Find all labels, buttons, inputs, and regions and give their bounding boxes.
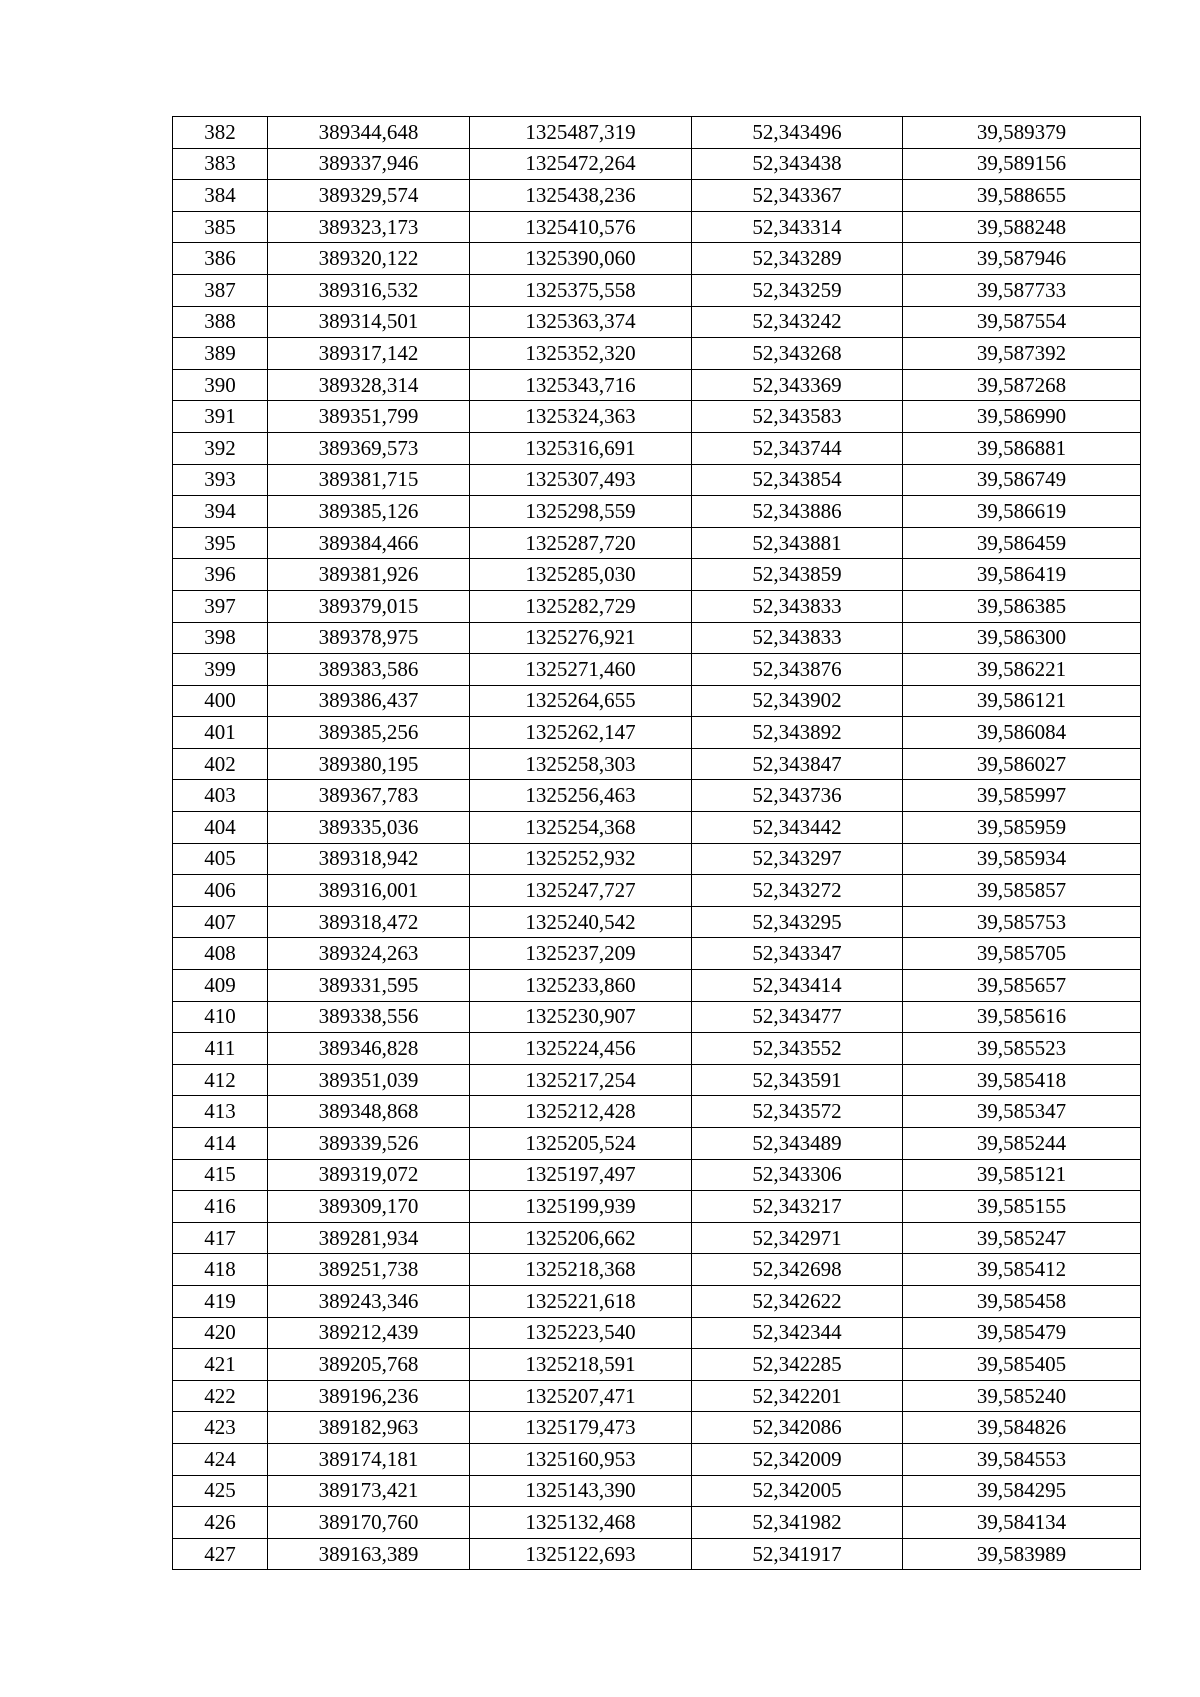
latitude-cell: 52,341982 <box>692 1507 903 1539</box>
latitude-cell: 52,342005 <box>692 1475 903 1507</box>
point-number-cell: 392 <box>173 432 268 464</box>
y-coordinate-cell: 1325237,209 <box>470 938 692 970</box>
latitude-cell: 52,343295 <box>692 906 903 938</box>
point-number-cell: 415 <box>173 1159 268 1191</box>
y-coordinate-cell: 1325352,320 <box>470 338 692 370</box>
table-row <box>173 1191 1141 1223</box>
latitude-cell: 52,343217 <box>692 1191 903 1223</box>
latitude-cell: 52,343833 <box>692 622 903 654</box>
x-coordinate-cell: 389346,828 <box>268 1033 470 1065</box>
x-coordinate-cell: 389170,760 <box>268 1507 470 1539</box>
point-number-cell: 391 <box>173 401 268 433</box>
y-coordinate-cell: 1325230,907 <box>470 1001 692 1033</box>
point-number-cell: 416 <box>173 1191 268 1223</box>
x-coordinate-cell: 389251,738 <box>268 1254 470 1286</box>
x-coordinate-cell: 389318,942 <box>268 843 470 875</box>
point-number-cell: 407 <box>173 906 268 938</box>
y-coordinate-cell: 1325264,655 <box>470 685 692 717</box>
point-number-cell: 388 <box>173 306 268 338</box>
point-number-cell: 418 <box>173 1254 268 1286</box>
x-coordinate-cell: 389182,963 <box>268 1412 470 1444</box>
longitude-cell: 39,585155 <box>903 1191 1141 1223</box>
y-coordinate-cell: 1325287,720 <box>470 527 692 559</box>
table-row <box>173 780 1141 812</box>
table-row <box>173 432 1141 464</box>
longitude-cell: 39,585458 <box>903 1285 1141 1317</box>
longitude-cell: 39,585657 <box>903 970 1141 1002</box>
latitude-cell: 52,343489 <box>692 1128 903 1160</box>
x-coordinate-cell: 389323,173 <box>268 211 470 243</box>
table-row <box>173 527 1141 559</box>
table-row <box>173 622 1141 654</box>
point-number-cell: 412 <box>173 1064 268 1096</box>
longitude-cell: 39,586221 <box>903 654 1141 686</box>
longitude-cell: 39,586881 <box>903 432 1141 464</box>
longitude-cell: 39,585616 <box>903 1001 1141 1033</box>
y-coordinate-cell: 1325307,493 <box>470 464 692 496</box>
longitude-cell: 39,589379 <box>903 117 1141 149</box>
x-coordinate-cell: 389196,236 <box>268 1380 470 1412</box>
x-coordinate-cell: 389163,389 <box>268 1538 470 1570</box>
y-coordinate-cell: 1325143,390 <box>470 1475 692 1507</box>
point-number-cell: 420 <box>173 1317 268 1349</box>
latitude-cell: 52,343347 <box>692 938 903 970</box>
x-coordinate-cell: 389384,466 <box>268 527 470 559</box>
table-row <box>173 1412 1141 1444</box>
table-row <box>173 274 1141 306</box>
y-coordinate-cell: 1325122,693 <box>470 1538 692 1570</box>
y-coordinate-cell: 1325217,254 <box>470 1064 692 1096</box>
latitude-cell: 52,343289 <box>692 243 903 275</box>
longitude-cell: 39,585247 <box>903 1222 1141 1254</box>
y-coordinate-cell: 1325160,953 <box>470 1443 692 1475</box>
table-row <box>173 717 1141 749</box>
longitude-cell: 39,584295 <box>903 1475 1141 1507</box>
latitude-cell: 52,343272 <box>692 875 903 907</box>
latitude-cell: 52,343314 <box>692 211 903 243</box>
x-coordinate-cell: 389385,256 <box>268 717 470 749</box>
y-coordinate-cell: 1325298,559 <box>470 496 692 528</box>
point-number-cell: 406 <box>173 875 268 907</box>
x-coordinate-cell: 389335,036 <box>268 812 470 844</box>
x-coordinate-cell: 389205,768 <box>268 1349 470 1381</box>
x-coordinate-cell: 389281,934 <box>268 1222 470 1254</box>
x-coordinate-cell: 389314,501 <box>268 306 470 338</box>
longitude-cell: 39,586619 <box>903 496 1141 528</box>
point-number-cell: 385 <box>173 211 268 243</box>
y-coordinate-cell: 1325390,060 <box>470 243 692 275</box>
longitude-cell: 39,585418 <box>903 1064 1141 1096</box>
point-number-cell: 424 <box>173 1443 268 1475</box>
x-coordinate-cell: 389378,975 <box>268 622 470 654</box>
longitude-cell: 39,585121 <box>903 1159 1141 1191</box>
point-number-cell: 396 <box>173 559 268 591</box>
latitude-cell: 52,343744 <box>692 432 903 464</box>
latitude-cell: 52,343268 <box>692 338 903 370</box>
longitude-cell: 39,586419 <box>903 559 1141 591</box>
x-coordinate-cell: 389243,346 <box>268 1285 470 1317</box>
point-number-cell: 427 <box>173 1538 268 1570</box>
point-number-cell: 409 <box>173 970 268 1002</box>
latitude-cell: 52,343583 <box>692 401 903 433</box>
point-number-cell: 390 <box>173 369 268 401</box>
x-coordinate-cell: 389173,421 <box>268 1475 470 1507</box>
latitude-cell: 52,343859 <box>692 559 903 591</box>
longitude-cell: 39,588655 <box>903 180 1141 212</box>
longitude-cell: 39,586300 <box>903 622 1141 654</box>
y-coordinate-cell: 1325363,374 <box>470 306 692 338</box>
x-coordinate-cell: 389329,574 <box>268 180 470 212</box>
x-coordinate-cell: 389324,263 <box>268 938 470 970</box>
point-number-cell: 411 <box>173 1033 268 1065</box>
latitude-cell: 52,341917 <box>692 1538 903 1570</box>
longitude-cell: 39,585934 <box>903 843 1141 875</box>
longitude-cell: 39,585997 <box>903 780 1141 812</box>
x-coordinate-cell: 389328,314 <box>268 369 470 401</box>
y-coordinate-cell: 1325252,932 <box>470 843 692 875</box>
latitude-cell: 52,343736 <box>692 780 903 812</box>
latitude-cell: 52,343369 <box>692 369 903 401</box>
x-coordinate-cell: 389380,195 <box>268 748 470 780</box>
x-coordinate-cell: 389317,142 <box>268 338 470 370</box>
point-number-cell: 398 <box>173 622 268 654</box>
point-number-cell: 405 <box>173 843 268 875</box>
latitude-cell: 52,342201 <box>692 1380 903 1412</box>
x-coordinate-cell: 389344,648 <box>268 117 470 149</box>
y-coordinate-cell: 1325205,524 <box>470 1128 692 1160</box>
point-number-cell: 400 <box>173 685 268 717</box>
longitude-cell: 39,585959 <box>903 812 1141 844</box>
latitude-cell: 52,343306 <box>692 1159 903 1191</box>
latitude-cell: 52,343297 <box>692 843 903 875</box>
longitude-cell: 39,586385 <box>903 590 1141 622</box>
point-number-cell: 383 <box>173 148 268 180</box>
longitude-cell: 39,585240 <box>903 1380 1141 1412</box>
x-coordinate-cell: 389316,532 <box>268 274 470 306</box>
table-row <box>173 1317 1141 1349</box>
longitude-cell: 39,585479 <box>903 1317 1141 1349</box>
latitude-cell: 52,343591 <box>692 1064 903 1096</box>
table-row <box>173 1349 1141 1381</box>
table-row <box>173 148 1141 180</box>
longitude-cell: 39,585857 <box>903 875 1141 907</box>
y-coordinate-cell: 1325256,463 <box>470 780 692 812</box>
table-row <box>173 1128 1141 1160</box>
table-row <box>173 369 1141 401</box>
latitude-cell: 52,342086 <box>692 1412 903 1444</box>
point-number-cell: 403 <box>173 780 268 812</box>
longitude-cell: 39,589156 <box>903 148 1141 180</box>
x-coordinate-cell: 389385,126 <box>268 496 470 528</box>
point-number-cell: 404 <box>173 812 268 844</box>
x-coordinate-cell: 389331,595 <box>268 970 470 1002</box>
longitude-cell: 39,587554 <box>903 306 1141 338</box>
table-row <box>173 590 1141 622</box>
table-row <box>173 401 1141 433</box>
latitude-cell: 52,342971 <box>692 1222 903 1254</box>
y-coordinate-cell: 1325224,456 <box>470 1033 692 1065</box>
x-coordinate-cell: 389351,039 <box>268 1064 470 1096</box>
point-number-cell: 414 <box>173 1128 268 1160</box>
longitude-cell: 39,585705 <box>903 938 1141 970</box>
latitude-cell: 52,343438 <box>692 148 903 180</box>
latitude-cell: 52,343477 <box>692 1001 903 1033</box>
coordinates-table <box>172 116 1141 1570</box>
latitude-cell: 52,343876 <box>692 654 903 686</box>
point-number-cell: 413 <box>173 1096 268 1128</box>
x-coordinate-cell: 389351,799 <box>268 401 470 433</box>
table-row <box>173 243 1141 275</box>
table-row <box>173 1285 1141 1317</box>
latitude-cell: 52,342698 <box>692 1254 903 1286</box>
point-number-cell: 399 <box>173 654 268 686</box>
table-row <box>173 117 1141 149</box>
point-number-cell: 426 <box>173 1507 268 1539</box>
y-coordinate-cell: 1325221,618 <box>470 1285 692 1317</box>
table-row <box>173 464 1141 496</box>
point-number-cell: 423 <box>173 1412 268 1444</box>
y-coordinate-cell: 1325487,319 <box>470 117 692 149</box>
table-row <box>173 748 1141 780</box>
point-number-cell: 421 <box>173 1349 268 1381</box>
table-row <box>173 1222 1141 1254</box>
table-row <box>173 654 1141 686</box>
x-coordinate-cell: 389309,170 <box>268 1191 470 1223</box>
table-row <box>173 1064 1141 1096</box>
table-row <box>173 1254 1141 1286</box>
y-coordinate-cell: 1325240,542 <box>470 906 692 938</box>
longitude-cell: 39,587733 <box>903 274 1141 306</box>
y-coordinate-cell: 1325285,030 <box>470 559 692 591</box>
point-number-cell: 387 <box>173 274 268 306</box>
x-coordinate-cell: 389383,586 <box>268 654 470 686</box>
y-coordinate-cell: 1325199,939 <box>470 1191 692 1223</box>
y-coordinate-cell: 1325472,264 <box>470 148 692 180</box>
point-number-cell: 395 <box>173 527 268 559</box>
point-number-cell: 401 <box>173 717 268 749</box>
y-coordinate-cell: 1325218,591 <box>470 1349 692 1381</box>
longitude-cell: 39,585753 <box>903 906 1141 938</box>
x-coordinate-cell: 389316,001 <box>268 875 470 907</box>
point-number-cell: 425 <box>173 1475 268 1507</box>
table-row <box>173 970 1141 1002</box>
table-row <box>173 1538 1141 1570</box>
longitude-cell: 39,585412 <box>903 1254 1141 1286</box>
y-coordinate-cell: 1325324,363 <box>470 401 692 433</box>
point-number-cell: 417 <box>173 1222 268 1254</box>
y-coordinate-cell: 1325206,662 <box>470 1222 692 1254</box>
y-coordinate-cell: 1325233,860 <box>470 970 692 1002</box>
longitude-cell: 39,586459 <box>903 527 1141 559</box>
y-coordinate-cell: 1325218,368 <box>470 1254 692 1286</box>
table-row <box>173 180 1141 212</box>
x-coordinate-cell: 389212,439 <box>268 1317 470 1349</box>
y-coordinate-cell: 1325262,147 <box>470 717 692 749</box>
y-coordinate-cell: 1325375,558 <box>470 274 692 306</box>
table-row <box>173 306 1141 338</box>
table-row <box>173 938 1141 970</box>
point-number-cell: 389 <box>173 338 268 370</box>
y-coordinate-cell: 1325207,471 <box>470 1380 692 1412</box>
latitude-cell: 52,343833 <box>692 590 903 622</box>
longitude-cell: 39,584826 <box>903 1412 1141 1444</box>
latitude-cell: 52,343854 <box>692 464 903 496</box>
x-coordinate-cell: 389348,868 <box>268 1096 470 1128</box>
latitude-cell: 52,342344 <box>692 1317 903 1349</box>
table-row <box>173 338 1141 370</box>
point-number-cell: 419 <box>173 1285 268 1317</box>
latitude-cell: 52,342622 <box>692 1285 903 1317</box>
table-row <box>173 1443 1141 1475</box>
x-coordinate-cell: 389319,072 <box>268 1159 470 1191</box>
y-coordinate-cell: 1325276,921 <box>470 622 692 654</box>
y-coordinate-cell: 1325132,468 <box>470 1507 692 1539</box>
table-row <box>173 1507 1141 1539</box>
longitude-cell: 39,586990 <box>903 401 1141 433</box>
longitude-cell: 39,586084 <box>903 717 1141 749</box>
point-number-cell: 394 <box>173 496 268 528</box>
x-coordinate-cell: 389367,783 <box>268 780 470 812</box>
x-coordinate-cell: 389381,715 <box>268 464 470 496</box>
y-coordinate-cell: 1325247,727 <box>470 875 692 907</box>
y-coordinate-cell: 1325254,368 <box>470 812 692 844</box>
latitude-cell: 52,343367 <box>692 180 903 212</box>
latitude-cell: 52,343892 <box>692 717 903 749</box>
longitude-cell: 39,587268 <box>903 369 1141 401</box>
y-coordinate-cell: 1325258,303 <box>470 748 692 780</box>
point-number-cell: 382 <box>173 117 268 149</box>
y-coordinate-cell: 1325316,691 <box>470 432 692 464</box>
longitude-cell: 39,586749 <box>903 464 1141 496</box>
y-coordinate-cell: 1325271,460 <box>470 654 692 686</box>
latitude-cell: 52,343259 <box>692 274 903 306</box>
point-number-cell: 402 <box>173 748 268 780</box>
latitude-cell: 52,342009 <box>692 1443 903 1475</box>
table-row <box>173 1380 1141 1412</box>
latitude-cell: 52,343902 <box>692 685 903 717</box>
y-coordinate-cell: 1325343,716 <box>470 369 692 401</box>
point-number-cell: 410 <box>173 1001 268 1033</box>
x-coordinate-cell: 389338,556 <box>268 1001 470 1033</box>
point-number-cell: 386 <box>173 243 268 275</box>
table-row <box>173 843 1141 875</box>
longitude-cell: 39,587392 <box>903 338 1141 370</box>
table-row <box>173 1096 1141 1128</box>
longitude-cell: 39,587946 <box>903 243 1141 275</box>
latitude-cell: 52,343552 <box>692 1033 903 1065</box>
x-coordinate-cell: 389379,015 <box>268 590 470 622</box>
latitude-cell: 52,343847 <box>692 748 903 780</box>
latitude-cell: 52,343442 <box>692 812 903 844</box>
longitude-cell: 39,585347 <box>903 1096 1141 1128</box>
latitude-cell: 52,343572 <box>692 1096 903 1128</box>
table-row <box>173 1033 1141 1065</box>
coordinates-table-body <box>173 117 1141 1570</box>
point-number-cell: 408 <box>173 938 268 970</box>
y-coordinate-cell: 1325410,576 <box>470 211 692 243</box>
longitude-cell: 39,588248 <box>903 211 1141 243</box>
x-coordinate-cell: 389381,926 <box>268 559 470 591</box>
longitude-cell: 39,584134 <box>903 1507 1141 1539</box>
point-number-cell: 397 <box>173 590 268 622</box>
latitude-cell: 52,343886 <box>692 496 903 528</box>
table-row <box>173 559 1141 591</box>
latitude-cell: 52,342285 <box>692 1349 903 1381</box>
x-coordinate-cell: 389337,946 <box>268 148 470 180</box>
table-row <box>173 496 1141 528</box>
latitude-cell: 52,343496 <box>692 117 903 149</box>
table-row <box>173 1159 1141 1191</box>
latitude-cell: 52,343881 <box>692 527 903 559</box>
x-coordinate-cell: 389318,472 <box>268 906 470 938</box>
y-coordinate-cell: 1325212,428 <box>470 1096 692 1128</box>
y-coordinate-cell: 1325179,473 <box>470 1412 692 1444</box>
x-coordinate-cell: 389369,573 <box>268 432 470 464</box>
longitude-cell: 39,583989 <box>903 1538 1141 1570</box>
longitude-cell: 39,585523 <box>903 1033 1141 1065</box>
latitude-cell: 52,343414 <box>692 970 903 1002</box>
table-row <box>173 685 1141 717</box>
longitude-cell: 39,585405 <box>903 1349 1141 1381</box>
longitude-cell: 39,585244 <box>903 1128 1141 1160</box>
x-coordinate-cell: 389339,526 <box>268 1128 470 1160</box>
latitude-cell: 52,343242 <box>692 306 903 338</box>
table-row <box>173 1475 1141 1507</box>
y-coordinate-cell: 1325438,236 <box>470 180 692 212</box>
longitude-cell: 39,586027 <box>903 748 1141 780</box>
table-row <box>173 906 1141 938</box>
point-number-cell: 393 <box>173 464 268 496</box>
longitude-cell: 39,586121 <box>903 685 1141 717</box>
table-row <box>173 812 1141 844</box>
x-coordinate-cell: 389320,122 <box>268 243 470 275</box>
point-number-cell: 422 <box>173 1380 268 1412</box>
x-coordinate-cell: 389386,437 <box>268 685 470 717</box>
y-coordinate-cell: 1325282,729 <box>470 590 692 622</box>
longitude-cell: 39,584553 <box>903 1443 1141 1475</box>
point-number-cell: 384 <box>173 180 268 212</box>
table-row <box>173 211 1141 243</box>
x-coordinate-cell: 389174,181 <box>268 1443 470 1475</box>
table-row <box>173 875 1141 907</box>
y-coordinate-cell: 1325223,540 <box>470 1317 692 1349</box>
y-coordinate-cell: 1325197,497 <box>470 1159 692 1191</box>
table-row <box>173 1001 1141 1033</box>
